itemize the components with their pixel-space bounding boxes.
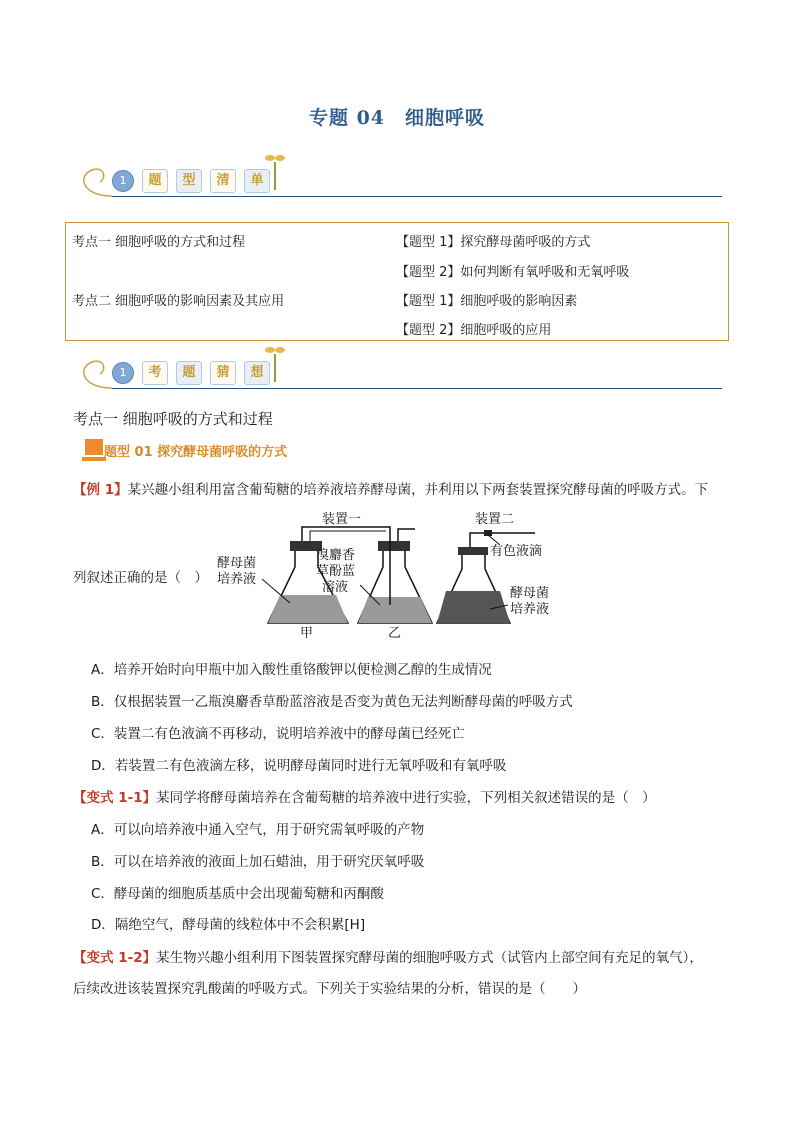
banner-char: 题 — [176, 361, 202, 385]
banner-divider — [112, 196, 722, 197]
question-type-item: 【题型 2】如何判断有氧呼吸和无氧呼吸 — [396, 265, 630, 280]
option-c: C．酵母菌的细胞质基质中会出现葡萄糖和丙酮酸 — [91, 886, 384, 902]
section-banner-predicted-questions — [72, 342, 722, 402]
device-1-label: 装置一 — [322, 512, 362, 527]
section-banner-question-list — [72, 150, 722, 210]
variant-1-1-stem: 【变式 1-1】某同学将酵母菌培养在含葡萄糖的培养液中进行实验，下列相关叙述错误的是（ ） — [73, 790, 656, 806]
flask-c-stopper — [458, 547, 488, 555]
sprout-decoration-icon — [264, 342, 286, 382]
variant-1-2-stem-cont: 后续改进该装置探究乳酸菌的呼吸方式。下列关于实验结果的分析，错误的是（ ） — [73, 981, 586, 997]
btb-label: 溶液 — [322, 580, 349, 595]
example-1-stem: 【例 1】某兴趣小组利用富含葡萄糖的培养液培养酵母菌，并利用以下两套装置探究酵母菌的呼吸方式。下 — [73, 482, 709, 498]
page-title: 专题 04 细胞呼吸 — [308, 107, 486, 129]
yeast2-label: 酵母菌 — [510, 586, 550, 601]
question-type-item: 【题型 2】细胞呼吸的应用 — [396, 323, 552, 338]
btb-label: 溴麝香 — [316, 548, 356, 563]
underline-bar — [82, 457, 106, 461]
flask-b-stopper — [378, 541, 410, 551]
banner-divider — [112, 388, 722, 389]
topic-2: 考点二 细胞呼吸的影响因素及其应用 — [72, 294, 285, 309]
device-2-label: 装置二 — [475, 512, 515, 527]
banner-number-badge: 1 — [112, 170, 134, 192]
option-b: B．可以在培养液的液面上加石蜡油，用于研究厌氧呼吸 — [91, 854, 425, 870]
topics-table — [65, 222, 729, 341]
option-a: A．可以向培养液中通入空气，用于研究需氧呼吸的产物 — [91, 822, 425, 838]
yeast-label: 酵母菌 — [217, 556, 257, 571]
section-heading: 考点一 细胞呼吸的方式和过程 — [73, 410, 273, 428]
question-type-text: 题型 01 探究酵母菌呼吸的方式 — [104, 445, 288, 460]
question-type-item: 【题型 1】细胞呼吸的影响因素 — [396, 294, 578, 309]
square-marker-icon — [85, 439, 103, 455]
banner-char: 猜 — [210, 361, 236, 385]
option-d: D．隔绝空气，酵母菌的线粒体中不会积累[H] — [91, 917, 366, 933]
outlet-tube — [398, 529, 415, 541]
yeast2-label: 培养液 — [510, 602, 550, 617]
banner-char: 单 — [244, 169, 270, 193]
yeast-label: 培养液 — [217, 572, 257, 587]
btb-label: 草酚蓝 — [316, 564, 356, 579]
banner-char: 考 — [142, 361, 168, 385]
banner-number-badge: 1 — [112, 362, 134, 384]
question-type-item: 【题型 1】探究酵母菌呼吸的方式 — [396, 235, 591, 250]
option-b: B．仅根据装置一乙瓶溴麝香草酚蓝溶液是否变为黄色无法判断酵母菌的呼吸方式 — [91, 694, 573, 710]
option-c: C．装置二有色液滴不再移动，说明培养液中的酵母菌已经死亡 — [91, 726, 465, 742]
bottle-b-label: 乙 — [388, 626, 402, 641]
option-d: D．若装置二有色液滴左移，说明酵母菌同时进行无氧呼吸和有氧呼吸 — [91, 758, 507, 774]
bottle-a-label: 甲 — [300, 626, 314, 641]
banner-char: 题 — [142, 169, 168, 193]
banner-char: 想 — [244, 361, 270, 385]
option-a: A．培养开始时向甲瓶中加入酸性重铬酸钾以便检测乙醇的生成情况 — [91, 662, 492, 678]
sprout-decoration-icon — [264, 150, 286, 190]
example-1-stem-cont: 列叙述正确的是（ ） — [73, 570, 208, 586]
flask-b-liquid — [358, 597, 432, 623]
question-type-heading — [82, 435, 402, 465]
droplet-label: 有色液滴 — [490, 544, 543, 559]
flask-a-liquid — [268, 595, 348, 623]
topic-1: 考点一 细胞呼吸的方式和过程 — [72, 235, 246, 250]
variant-1-2-stem: 【变式 1-2】某生物兴趣小组利用下图装置探究酵母菌的细胞呼吸方式（试管内上部空间有充足的氧气）， — [73, 950, 703, 966]
experiment-apparatus-diagram — [200, 505, 580, 645]
banner-char: 清 — [210, 169, 236, 193]
banner-char: 型 — [176, 169, 202, 193]
